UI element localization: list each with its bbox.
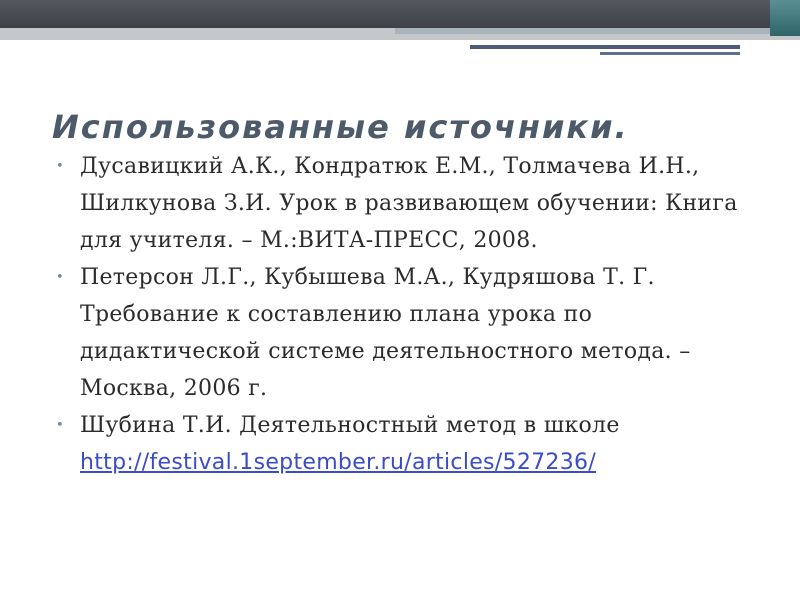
source-link[interactable]: http://festival.1september.ru/articles/527236/ xyxy=(80,450,597,475)
source-item-2 xyxy=(52,259,752,407)
source-item-3 xyxy=(52,407,752,481)
source-text-2: Петерсон Л.Г., Кубышева М.А., Кудряшова Т. Г. Требование к составлению плана урока по дидактической системе деятельностного метода. – Москва, 2006 г. xyxy=(80,265,691,401)
navy-stripe-short xyxy=(600,52,740,55)
source-item-1 xyxy=(52,148,752,259)
navy-stripe xyxy=(470,45,740,49)
slide-title: Использованные источники. xyxy=(52,108,629,146)
bullet-icon: • xyxy=(56,270,64,285)
top-dark-bar xyxy=(0,0,800,28)
bullet-icon: • xyxy=(56,159,64,174)
teal-corner-accent xyxy=(770,0,800,36)
sources-list xyxy=(52,148,752,481)
bullet-icon: • xyxy=(56,418,64,433)
source-text-3: Шубина Т.И. Деятельностный метод в школе xyxy=(80,413,620,438)
source-text-1: Дусавицкий А.К., Кондратюк Е.М., Толмачева И.Н., Шилкунова З.И. Урок в развивающем обучении: Книга для учителя. – М.:ВИТА-ПРЕСС, 2008. xyxy=(80,154,738,253)
top-accent-bar xyxy=(395,28,800,34)
